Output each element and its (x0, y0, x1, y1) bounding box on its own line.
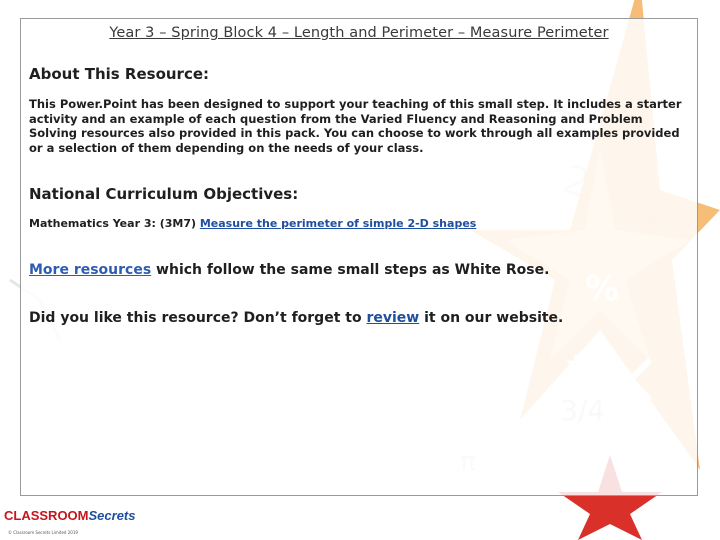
more-resources-text: which follow the same small steps as White Rose. (151, 262, 550, 278)
content-panel (20, 18, 698, 496)
objective-prefix: Mathematics Year 3: (3M7) (29, 217, 200, 230)
review-prefix: Did you like this resource? Don’t forget to (29, 310, 367, 326)
curriculum-objective (29, 217, 476, 230)
more-resources-line (29, 262, 549, 278)
curriculum-heading: National Curriculum Objectives: (29, 185, 299, 203)
logo-part1: CLASSROOM (4, 508, 89, 523)
logo-part2: Secrets (88, 508, 136, 523)
more-resources-link[interactable]: More resources (29, 262, 152, 278)
about-heading: About This Resource: (29, 65, 210, 83)
copyright-text: © Classroom Secrets Limited 2019 (8, 530, 78, 535)
page-title: Year 3 – Spring Block 4 – Length and Perimeter – Measure Perimeter (109, 25, 609, 41)
logo-wordmark (4, 508, 135, 523)
objective-link[interactable]: Measure the perimeter of simple 2-D shapes (199, 217, 477, 230)
about-text: This Power.Point has been designed to support your teaching of this small step. It includes a starter activity and an example of each question from the Varied Fluency and Reasoning and Problem Solving resources also provided in this pack. You can choose to work through all examples provided or a selection of them depending on the needs of your class. (29, 97, 682, 155)
review-link[interactable]: review (366, 310, 420, 326)
review-line (29, 310, 563, 326)
review-suffix: it on our website. (419, 310, 564, 326)
